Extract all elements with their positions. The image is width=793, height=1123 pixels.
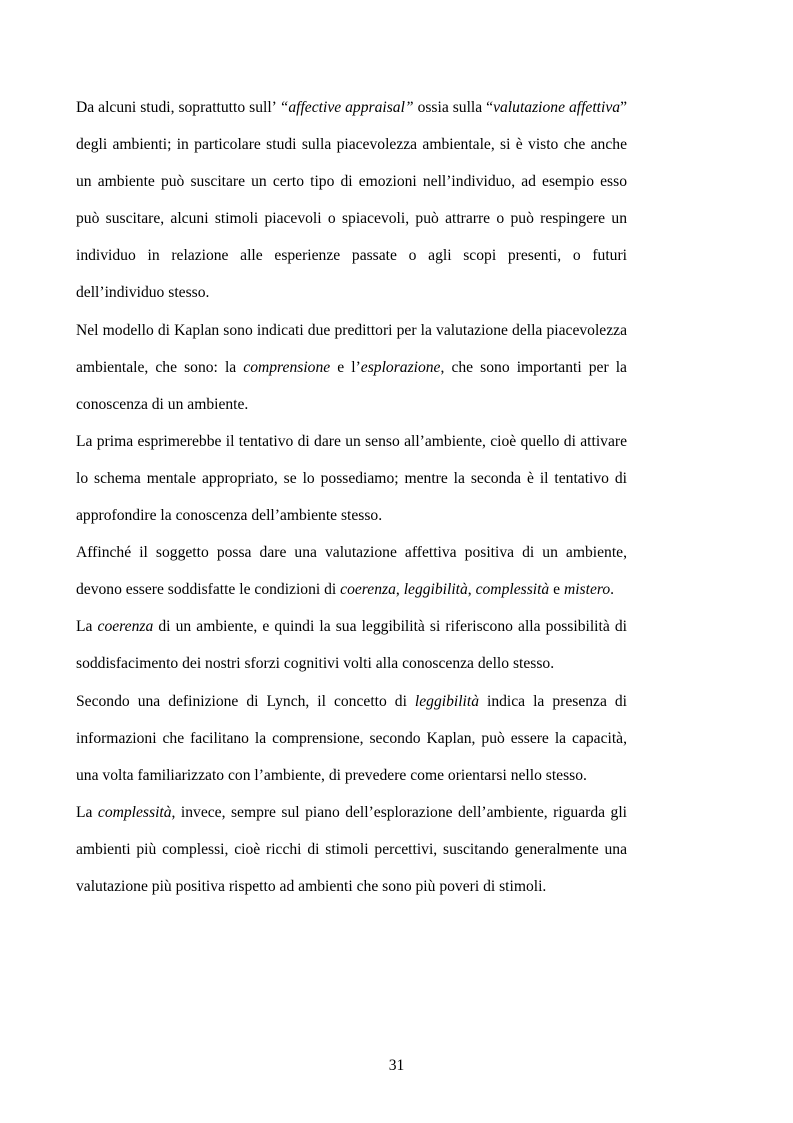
text-run: ossia sulla “ xyxy=(413,99,494,116)
text-run: ” degli ambienti; in particolare studi sulla piacevolezza ambientale, si è visto che anche un ambiente può suscitare un certo tipo di emozioni nell’individuo, ad esempio esso può suscitare, alcuni stimoli piacevoli o spiacevoli, può attrarre o può respingere un individuo in relazione alle esperienze passate o agli scopi presenti, o futuri dell’individuo stesso. xyxy=(76,99,627,302)
italic-run: comprensione xyxy=(243,358,331,376)
text-run: La xyxy=(76,618,98,636)
italic-run: coerenza xyxy=(340,581,396,599)
text-run: La xyxy=(76,803,98,821)
text-run: La prima esprimerebbe il tentativo di dare un senso all’ambiente, cioè quello di attivare lo schema mentale appropriato, se lo possediamo; mentre la seconda è il tentativo di approfondire la conoscenza dell’ambiente stesso. xyxy=(76,432,627,525)
text-run: , xyxy=(467,581,476,599)
italic-run: leggibilità xyxy=(403,581,468,599)
italic-run: “affective appraisal” xyxy=(279,99,414,116)
paragraph xyxy=(76,794,627,905)
text-run: , invece, sempre sul piano dell’esplorazione dell’ambiente, riguarda gli ambienti più complessi, cioè ricchi di stimoli percettivi, suscitando generalmente una valutazione più positiva rispetto ad ambienti che sono più poveri di stimoli. xyxy=(76,803,627,895)
italic-run: complessità xyxy=(97,803,172,821)
text-run: . xyxy=(610,581,615,599)
text-run: , xyxy=(395,581,404,599)
paragraph xyxy=(76,89,627,312)
italic-run: leggibilità xyxy=(414,692,480,710)
paragraph xyxy=(76,534,627,608)
paragraph xyxy=(76,608,627,682)
text-run: indica la presenza di informazioni che facilitano la comprensione, secondo Kaplan, può essere la capacità, una volta familiarizzato con l’ambiente, di prevedere come orientarsi nello stesso. xyxy=(76,692,627,784)
italic-run: valutazione affettiva xyxy=(493,99,621,116)
page-number: 31 xyxy=(388,1057,405,1074)
body-text xyxy=(76,89,627,905)
text-run: e xyxy=(549,581,564,599)
italic-run: mistero xyxy=(563,581,611,599)
italic-run: coerenza xyxy=(97,618,154,636)
text-run: e l’ xyxy=(330,358,361,376)
italic-run: esplorazione xyxy=(360,358,441,376)
text-run: , che sono importanti per la conoscenza di un ambiente. xyxy=(76,358,627,413)
paragraph xyxy=(76,312,627,423)
text-run: Da alcuni studi, soprattutto sull’ xyxy=(76,99,280,116)
text-run: Affinché il soggetto possa dare una valutazione affettiva positiva di un ambiente, devono essere soddisfatte le condizioni di xyxy=(76,544,627,599)
paragraph xyxy=(76,683,627,794)
italic-run: complessità xyxy=(475,581,550,599)
paragraph xyxy=(76,423,627,534)
text-run: Secondo una definizione di Lynch, il concetto di xyxy=(76,692,415,710)
text-run: Nel modello di Kaplan sono indicati due predittori per la valutazione della piacevolezza ambientale, che sono: la xyxy=(76,321,627,376)
text-run: di un ambiente, e quindi la sua leggibilità si riferiscono alla possibilità di soddisfacimento dei nostri sforzi cognitivi volti alla conoscenza dello stesso. xyxy=(76,618,627,673)
